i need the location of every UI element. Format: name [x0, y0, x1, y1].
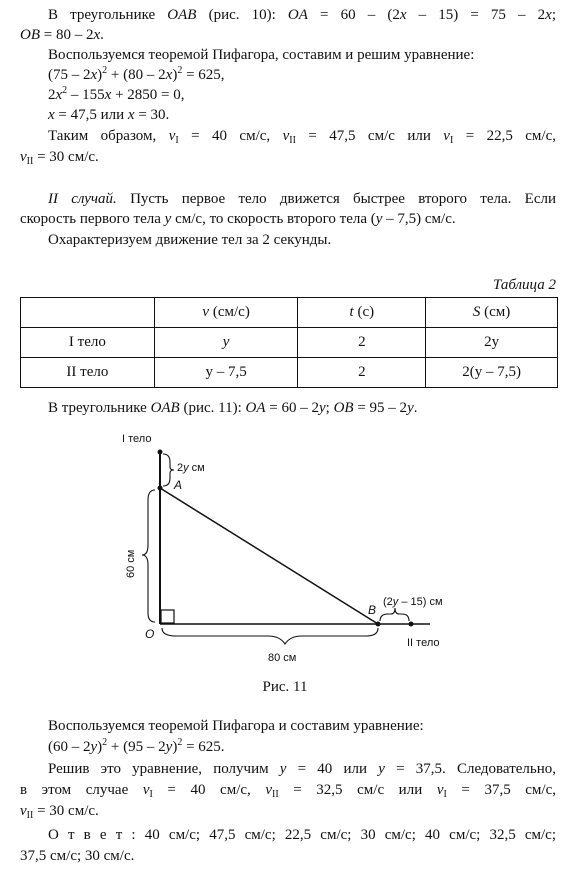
figure-caption: Рис. 11	[262, 679, 308, 695]
point-right	[409, 622, 414, 627]
right-angle-mark	[161, 610, 174, 623]
table-cell: 2	[298, 358, 426, 388]
label-A: A	[174, 478, 183, 492]
answer-label: О т в е т :	[48, 827, 136, 843]
text-line: в этом случае $v_I = 40$ см/с, $v_{II} = 32,5$ см/с или $v_I = 37,5$ см/с,	[20, 782, 556, 800]
label-B: B	[368, 603, 377, 617]
table-header-cell: S (см)	[426, 298, 558, 328]
table-cell: y – 7,5	[154, 358, 298, 388]
brace-80	[162, 628, 378, 644]
text-line: В треугольнике OAB (рис. 11): OA = 60 – 2y; OB = 95 – 2y.	[48, 400, 418, 416]
label-2y: 2y см	[177, 462, 205, 474]
equation: (60 – 2y)$^2$ + (95 – 2y)$^2$ = 625.	[48, 737, 225, 755]
text-line: Воспользуемся теоремой Пифагора и составим уравнение:	[48, 718, 424, 734]
answer-line: О т в е т : 40 см/с; 47,5 см/с; 22,5 см/с; 30 см/с; 40 см/с; 32,5 см/с;	[48, 827, 557, 843]
table-cell: I тело	[21, 328, 155, 358]
table-caption: Таблица 2	[493, 277, 556, 293]
table-header-cell: v (см/с)	[154, 298, 298, 328]
answer-line: 37,5 см/с; 30 см/с.	[20, 848, 135, 864]
table-cell: y	[154, 328, 298, 358]
case-title: II случай.	[48, 191, 117, 207]
equation: (75 – 2x)$^2$ + (80 – 2x)$^2$ = 625,	[48, 65, 225, 83]
hypotenuse-AB	[160, 488, 378, 624]
table-row	[21, 328, 558, 358]
label-2y-15: (2y – 15) см	[383, 596, 443, 608]
text-line: скорость первого тела y см/с, то скорость второго тела (y – 7,5) см/с.	[20, 211, 456, 227]
text-line: Воспользуемся теоремой Пифагора, составим и решим уравнение:	[48, 47, 475, 63]
text-line: Таким образом, $v_I = 40$ см/с, $v_{II} = 47,5$ см/с или $v_I = 22,5$ см/с,	[48, 128, 557, 146]
text-line: $v_{II} = 30$ см/с.	[20, 803, 99, 821]
label-body-1: I тело	[122, 433, 152, 445]
label-O: O	[145, 627, 155, 641]
text-line: II случай. Пусть первое тело движется быстрее второго тела. Если	[48, 191, 556, 207]
label-80: 80 см	[268, 652, 297, 664]
brace-2y	[163, 454, 174, 486]
text-line: $v_{II} = 30$ см/с.	[20, 149, 99, 167]
table-header-row	[21, 298, 558, 328]
brace-60	[142, 490, 155, 622]
table-cell: 2(y – 7,5)	[426, 358, 558, 388]
brace-2y-15	[380, 608, 409, 621]
table-cell: II тело	[21, 358, 155, 388]
table-cell: 2y	[426, 328, 558, 358]
text-line: OB = 80 – 2x.	[20, 27, 104, 43]
point-top	[158, 450, 163, 455]
text-line: В треугольнике OAB (рис. 10): OA = 60 – (2x – 15) = 75 – 2x;	[48, 7, 556, 23]
table-cell: 2	[298, 328, 426, 358]
table-row	[21, 358, 558, 388]
label-body-2: II тело	[407, 637, 440, 649]
text-line: Решив это уравнение, получим y = 40 или y = 37,5. Следовательно,	[48, 761, 557, 777]
point-A	[158, 486, 163, 491]
table-header-cell	[21, 298, 155, 328]
table-header-cell: t (с)	[298, 298, 426, 328]
equation: $2x^2 - 155x + 2850 = 0$,	[48, 85, 185, 103]
label-60: 60 см	[125, 549, 137, 578]
motion-table	[20, 297, 558, 388]
equation: x = 47,5 или x = 30.	[48, 107, 170, 123]
point-B	[376, 622, 381, 627]
text-line: Охарактеризуем движение тел за 2 секунды.	[48, 232, 332, 248]
triangle-figure	[0, 420, 570, 670]
